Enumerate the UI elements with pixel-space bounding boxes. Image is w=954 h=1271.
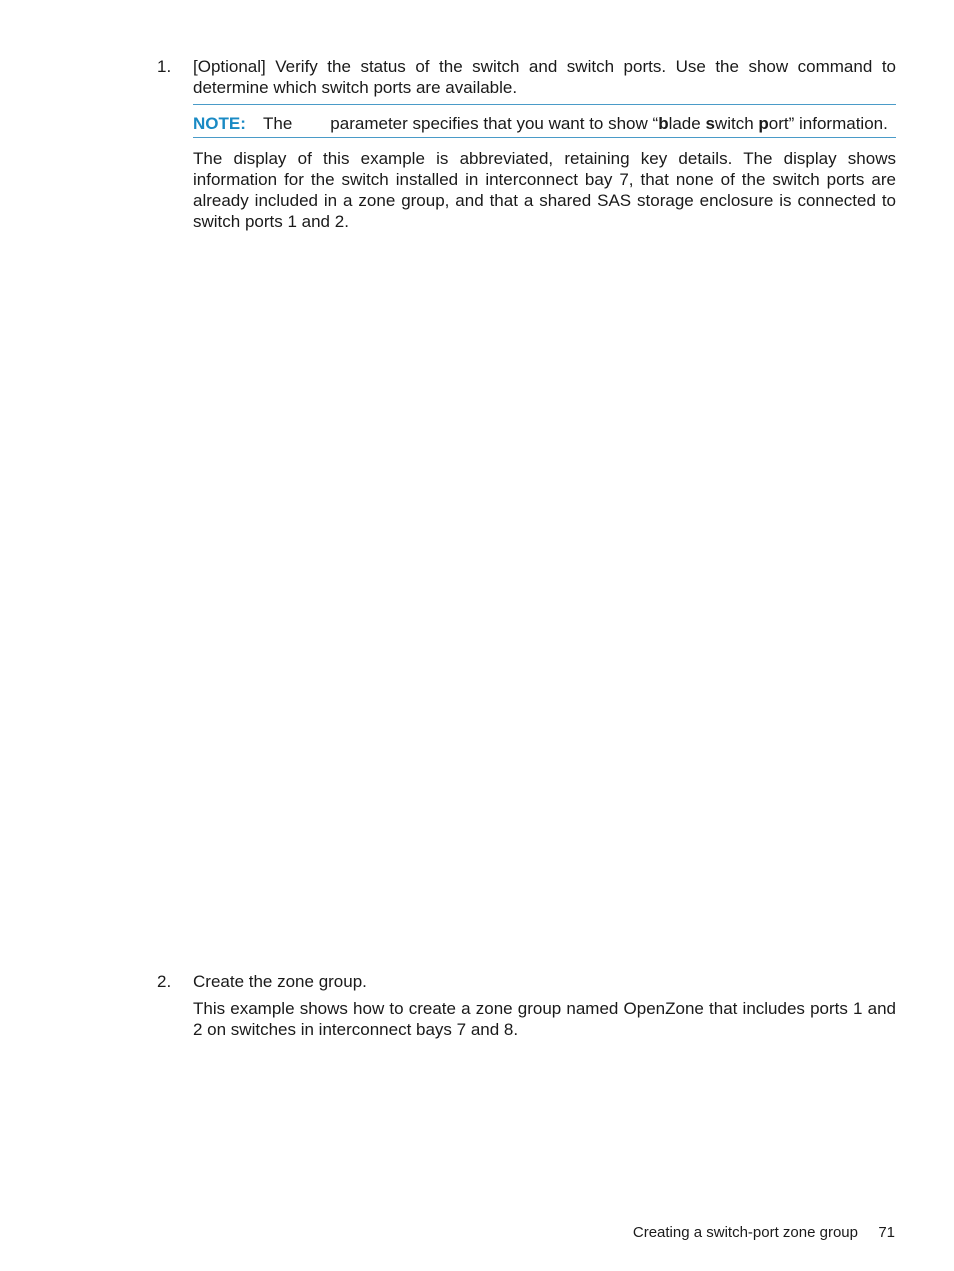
note-bold-s: s xyxy=(705,114,715,133)
footer-title: Creating a switch-port zone group xyxy=(632,1224,858,1241)
note-label: NOTE: xyxy=(193,114,246,133)
step-1-description: The display of this example is abbreviated, retaining key details. The display shows information for the switch installed in interconnect bay 7, that none of the switch ports are already included in a zone group, and that a shared SAS storage enclosure is connected to switch ports 1 and 2. xyxy=(193,149,896,231)
step-1-text: [Optional] Verify the status of the switch and switch ports. Use the show command to determine which switch ports are available. xyxy=(193,57,896,97)
note-text-before: The xyxy=(263,114,293,133)
note-text xyxy=(263,113,896,134)
note-bold-p: p xyxy=(758,114,769,133)
note-bold-b: b xyxy=(658,114,669,133)
step-2-description: This example shows how to create a zone group named OpenZone that includes ports 1 and 2 on switches in interconnect bays 7 and 8. xyxy=(193,999,896,1039)
note-box xyxy=(193,104,896,138)
step-1-number: 1. xyxy=(157,57,172,76)
note-text-t1: lade xyxy=(668,114,706,133)
step-2-text: Create the zone group. xyxy=(193,972,367,991)
note-text-t2: witch xyxy=(714,114,759,133)
footer-page-number: 71 xyxy=(878,1224,895,1241)
note-text-after: parameter specifies that you want to show “ xyxy=(330,114,659,133)
note-text-t3: ort” information. xyxy=(768,114,888,133)
step-2-number: 2. xyxy=(157,972,172,991)
